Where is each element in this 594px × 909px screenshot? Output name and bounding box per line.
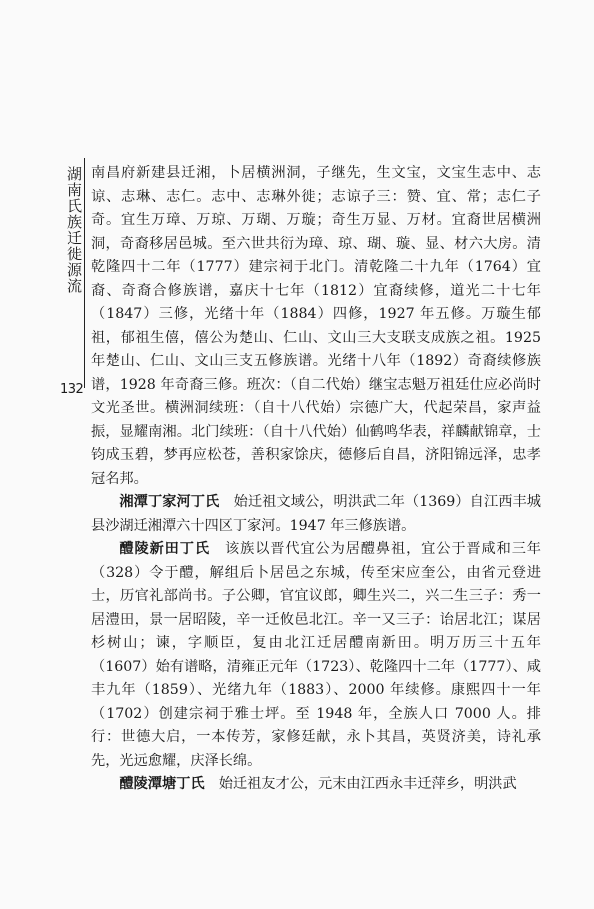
clan-heading: 醴陵新田丁氏 [119, 541, 210, 557]
clan-heading: 醴陵潭塘丁氏 [119, 776, 205, 792]
paragraph-clan-entry [91, 491, 541, 538]
page-number: 132 [60, 382, 84, 397]
paragraph-clan-entry [91, 773, 541, 797]
paragraph-continuation [91, 162, 541, 491]
running-title: 湖南氏族迁徙源流 [65, 166, 83, 294]
paragraph-text: 始迁祖文域公，明洪武二年（1369）自江西丰城县沙湖迁湘潭六十四区丁家河。1947 年三修族谱。 [91, 494, 541, 534]
margin-rule [84, 158, 85, 388]
paragraph-clan-entry [91, 538, 541, 773]
clan-heading: 湘潭丁家河丁氏 [119, 494, 220, 510]
body-text [91, 162, 541, 797]
paragraph-text: 南昌府新建县迁湘，卜居横洲洞，子继先，生文宝，文宝生志中、志谅、志琳、志仁。志中、志琳外徙；志谅子三：赞、宜、常；志仁子奇。宜生万璋、万琼、万瑚、万璇；奇生万显、万材。宜裔世居横洲洞，奇裔移居邑城。至六世共衍为璋、琼、瑚、璇、显、材六大房。清乾隆四十二年（1777）建宗祠于北门。清乾隆二十九年（1764）宜裔、奇裔合修族谱，嘉庆十七年（1812）宜裔续修，道光二十七年（1847）三修，光绪十年（1884）四修，1927 年五修。万璇生郁祖，郁祖生僖，僖公为楚山、仁山、文山三大支联支成族之祖。1925 年楚山、仁山、文山三支五修族谱。光绪十八年（1892）奇裔续修族谱，1928 年奇裔三修。班次：（自二代始）继宝志魁万祖廷仕应必尚时文光圣世。横洲洞续班：（自十八代始）宗德广大，代起荣昌，家声益振，显耀南湘。北门续班：（自十八代始）仙鹤鸣华表，祥麟献锦章，士钧成玉碧，梦再应松苍，善积家馀庆，德修后自昌，济阳锦远泽，忠孝冠名邦。 [91, 165, 541, 487]
paragraph-text: 该族以晋代宜公为居醴鼻祖，宜公于晋咸和三年（328）令于醴，解组后卜居邑之东城，传至宋应奎公，由省元登进士，历官礼部尚书。子公卿，官宜议郎，卿生兴二，兴二生三子：秀一居澧田，景一居昭陵，辛一迁攸邑北江。辛一又三子：诒居北江；谋居杉树山；谏，字顺臣，复由北江迁居醴南新田。明万历三十五年（1607）始有谱略，清雍正元年（1723）、乾隆四十二年（1777）、咸丰九年（1859）、光绪九年（1883）、2000 年续修。康熙四十一年（1702）创建宗祠于雅士坪。至 1948 年，全族人口 7000 人。排行：世德大启，一本传芳，家修廷献，永卜其昌，英贤济美，诗礼承先，光远愈耀，庆泽长绵。 [91, 541, 541, 769]
paragraph-text: 始迁祖友才公，元末由江西永丰迁萍乡，明洪武 [218, 776, 517, 792]
